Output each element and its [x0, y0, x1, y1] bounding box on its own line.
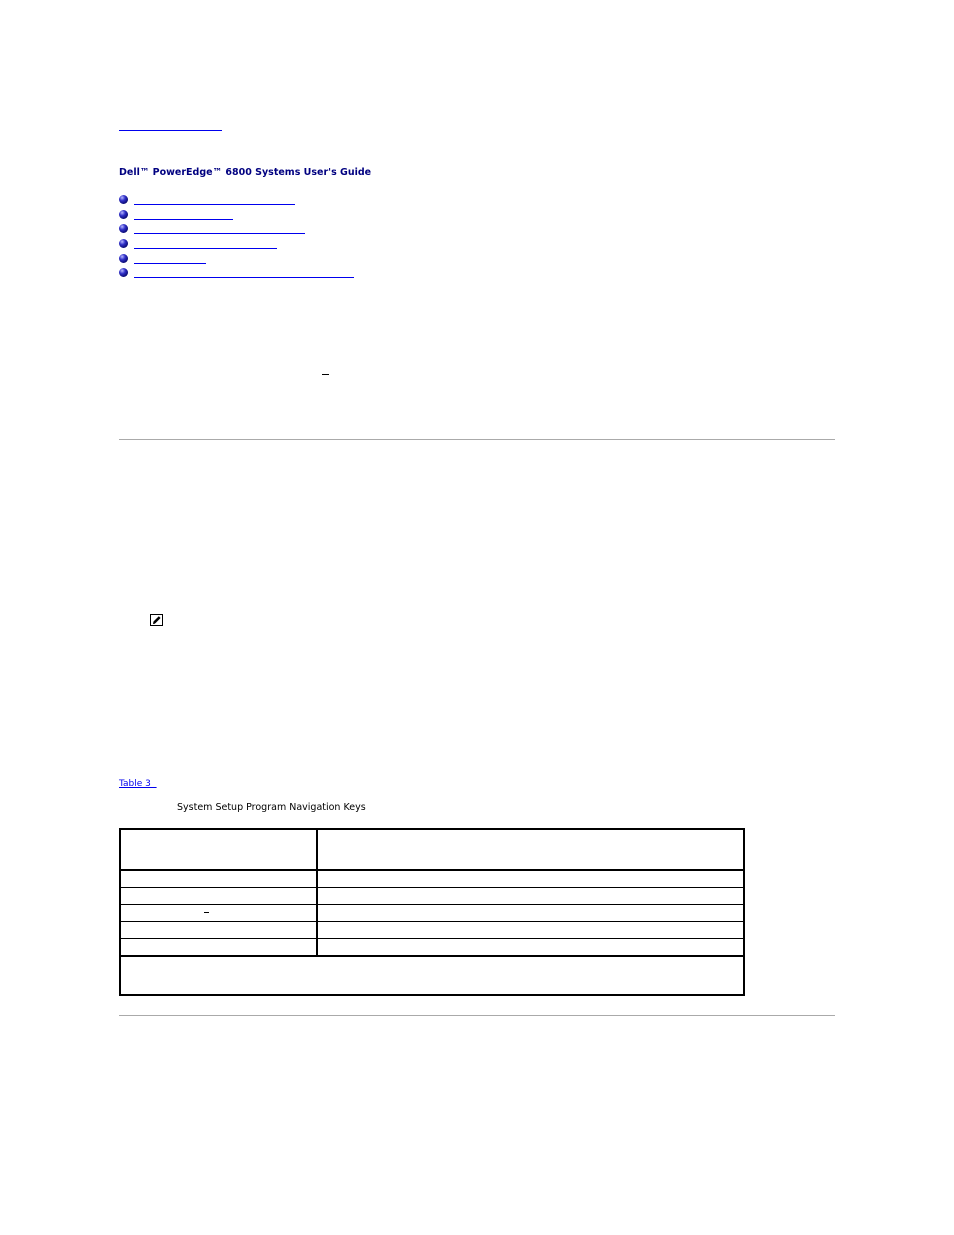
bullet-icon	[119, 254, 128, 263]
toc-item[interactable]	[119, 223, 379, 235]
toc-link[interactable]	[134, 233, 305, 234]
section-divider	[119, 1015, 835, 1016]
bullet-icon	[119, 224, 128, 233]
table-caption: System Setup Program Navigation Keys	[177, 802, 366, 813]
note-pencil-icon	[150, 611, 163, 623]
table-header-divider	[121, 869, 743, 871]
toc-link[interactable]	[134, 204, 295, 205]
table-row-divider	[121, 921, 743, 922]
toc-item[interactable]	[119, 194, 379, 206]
table-link[interactable]: Table 3	[119, 779, 157, 789]
small-dash	[204, 912, 209, 913]
table-row-divider	[121, 955, 743, 957]
toc-link[interactable]	[134, 277, 354, 278]
table-row-divider	[121, 904, 743, 905]
toc-item[interactable]	[119, 253, 379, 265]
toc-item[interactable]	[119, 209, 379, 221]
navigation-keys-table	[119, 828, 745, 996]
toc-item[interactable]	[119, 238, 379, 250]
toc-item[interactable]	[119, 267, 379, 279]
back-to-contents-link[interactable]	[119, 130, 222, 131]
toc-link[interactable]	[134, 219, 233, 220]
guide-title: Dell™ PowerEdge™ 6800 Systems User's Guide	[119, 167, 372, 178]
toc-link[interactable]	[134, 263, 206, 264]
section-divider	[119, 439, 835, 440]
bullet-icon	[119, 268, 128, 277]
table-row-divider	[121, 938, 743, 939]
bullet-icon	[119, 195, 128, 204]
toc-link[interactable]	[134, 248, 277, 249]
small-dash	[322, 374, 329, 375]
bullet-icon	[119, 239, 128, 248]
bullet-icon	[119, 210, 128, 219]
table-row-divider	[121, 887, 743, 888]
